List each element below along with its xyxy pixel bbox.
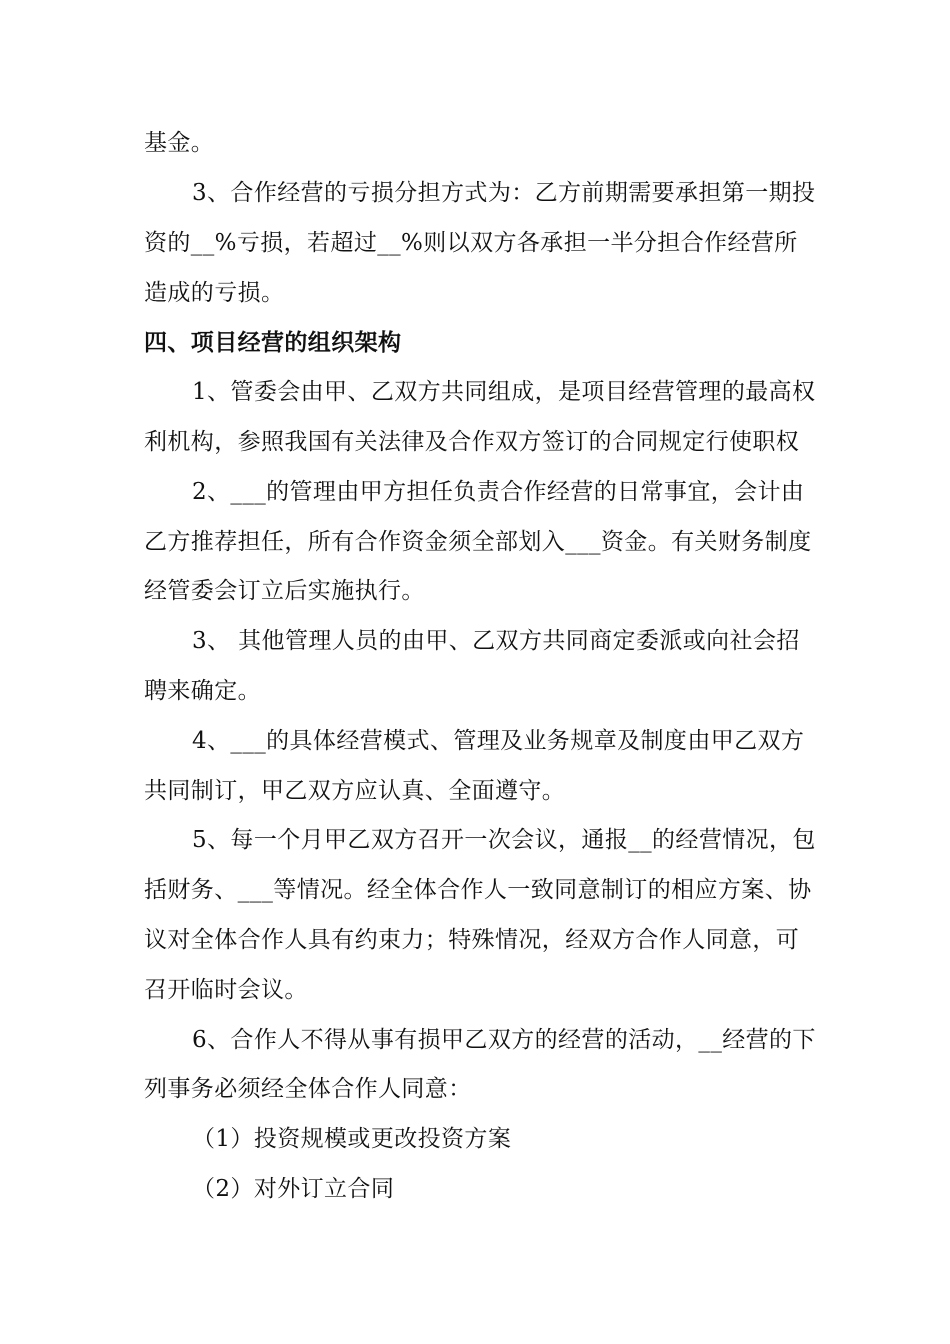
paragraph-line: 共同制订，甲乙双方应认真、全面遵守。	[144, 778, 566, 804]
paragraph-line: 3、合作经营的亏损分担方式为：乙方前期需要承担第一期投	[192, 180, 816, 206]
list-item: （2）对外订立合同	[192, 1176, 395, 1202]
list-item: （1）投资规模或更改投资方案	[192, 1126, 512, 1152]
paragraph-line: 1、管委会由甲、乙双方共同组成，是项目经营管理的最高权	[192, 379, 816, 405]
paragraph-line: 4、___的具体经营模式、管理及业务规章及制度由甲乙双方	[192, 728, 805, 754]
paragraph-line: 议对全体合作人具有约束力；特殊情况，经双方合作人同意，可	[144, 927, 800, 953]
paragraph-line: 利机构，参照我国有关法律及合作双方签订的合同规定行使职权	[144, 429, 800, 455]
paragraph-line: 聘来确定。	[144, 678, 261, 704]
paragraph-line: 经管委会订立后实施执行。	[144, 578, 425, 604]
paragraph-line: 造成的亏损。	[144, 280, 285, 306]
paragraph-line: 6、合作人不得从事有损甲乙双方的经营的活动，__经营的下	[192, 1027, 816, 1053]
paragraph-line: 召开临时会议。	[144, 977, 308, 1003]
paragraph-line: 括财务、___等情况。经全体合作人一致同意制订的相应方案、协	[144, 877, 812, 903]
section-heading: 四、项目经营的组织架构	[144, 329, 402, 356]
paragraph-line: 3、 其他管理人员的由甲、乙双方共同商定委派或向社会招	[192, 628, 800, 654]
paragraph-line: 2、___的管理由甲方担任负责合作经营的日常事宜，会计由	[192, 479, 805, 505]
paragraph-line: 5、每一个月甲乙双方召开一次会议，通报__的经营情况，包	[192, 827, 816, 853]
paragraph-line: 基金。	[144, 130, 215, 156]
paragraph-line: 列事务必须经全体合作人同意：	[144, 1076, 472, 1102]
paragraph-line: 资的__%亏损，若超过__%则以双方各承担一半分担合作经营所	[144, 230, 798, 256]
paragraph-line: 乙方推荐担任，所有合作资金须全部划入___资金。有关财务制度	[144, 529, 812, 555]
